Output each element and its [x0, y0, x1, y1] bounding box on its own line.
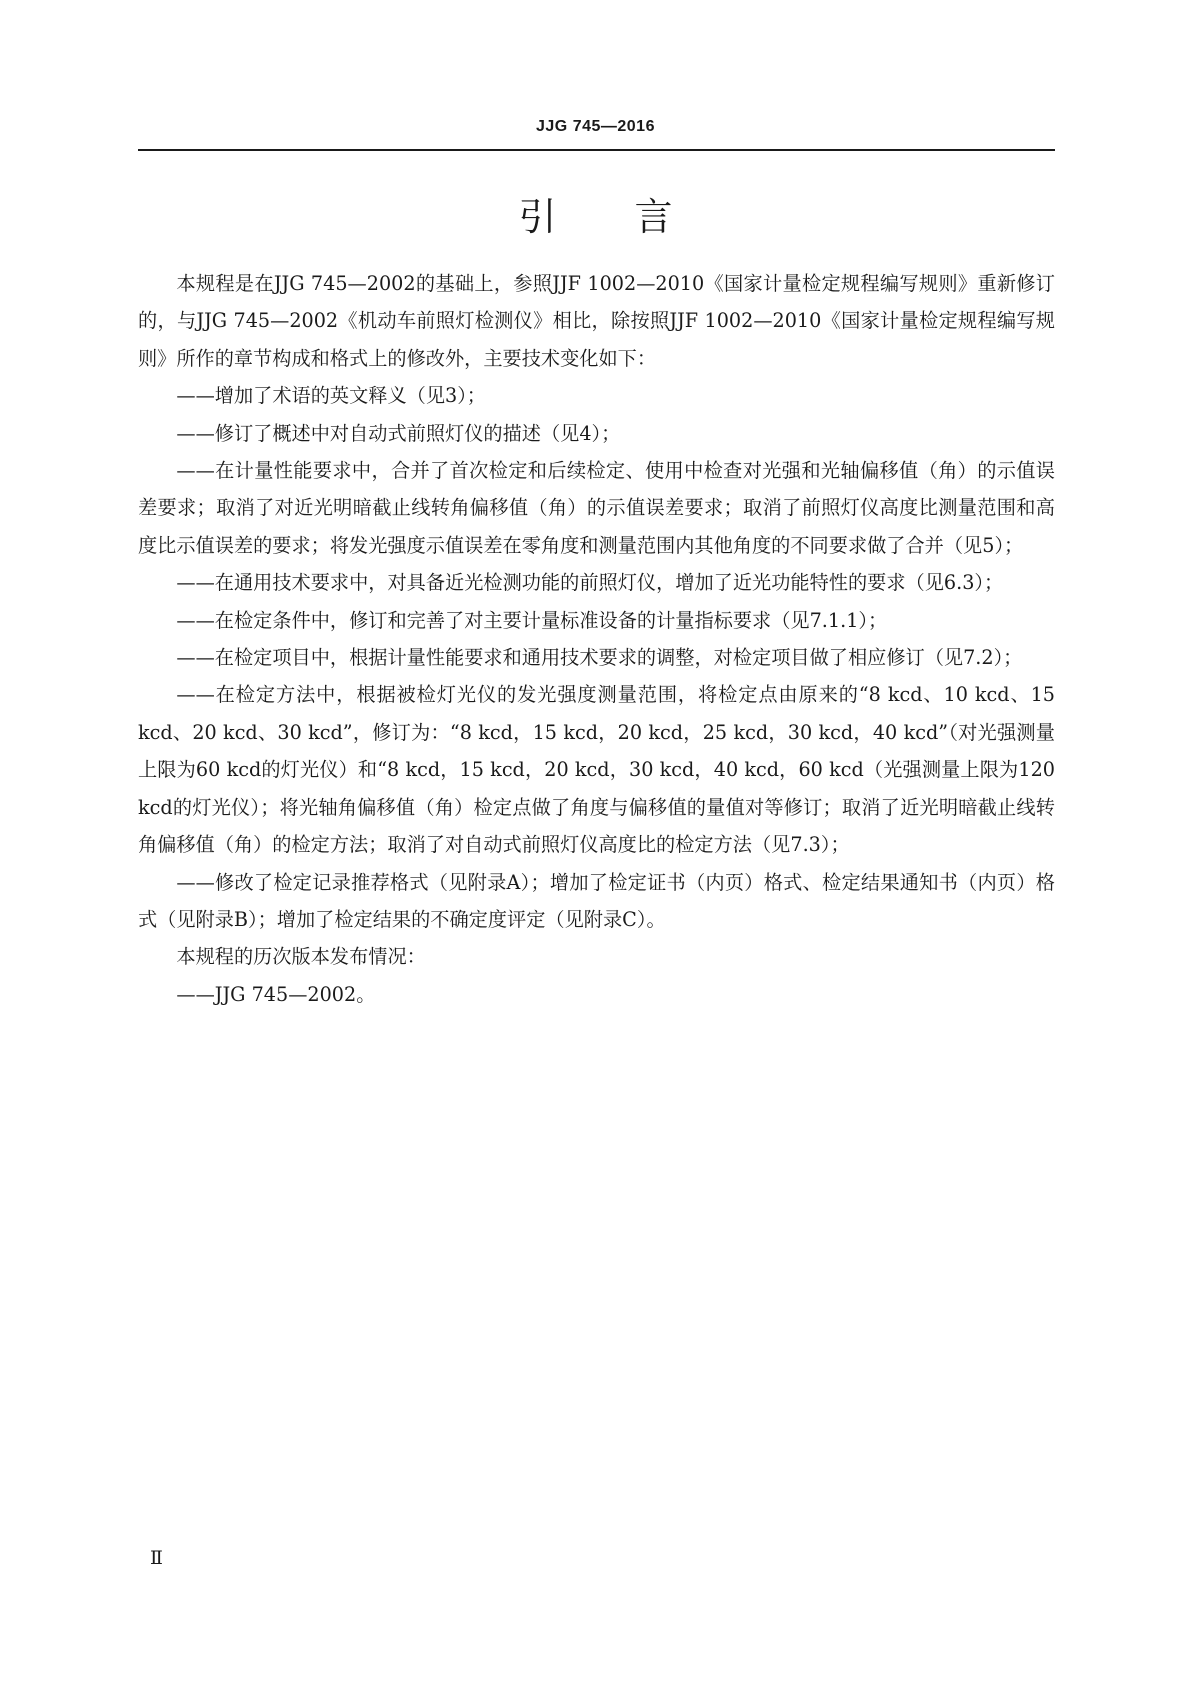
running-header: JJG 745—2016	[536, 118, 655, 135]
change-item: ——在检定项目中，根据计量性能要求和通用技术要求的调整，对检定项目做了相应修订（见7.2）；	[176, 646, 1023, 670]
header-rule	[138, 149, 1055, 151]
version-history-item: ——JJG 745—2002。	[176, 982, 376, 1006]
page-number: Ⅱ	[150, 1547, 163, 1569]
change-item: ——在通用技术要求中，对具备近光检测功能的前照灯仪，增加了近光功能特性的要求（见6.3）；	[176, 571, 1004, 595]
title-char-2: 言	[634, 195, 673, 239]
change-item: ——在检定条件中，修订和完善了对主要计量标准设备的计量指标要求（见7.1.1）；	[176, 608, 888, 632]
title-char-1: 引	[518, 195, 557, 239]
change-item: ——在计量性能要求中，合并了首次检定和后续检定、使用中检查对光强和光轴偏移值（角）的示值误差要求；取消了对近光明暗截止线转角偏移值（角）的示值误差要求；取消了前照灯仪高度比测量范围和高度比示值误差的要求；将发光强度示值误差在零角度和测量范围内其他角度的不同要求做了合并（见5）；	[138, 459, 1055, 557]
document-body	[138, 265, 1055, 1013]
change-item: ——修订了概述中对自动式前照灯仪的描述（见4）；	[176, 421, 621, 445]
change-item: ——在检定方法中，根据被检灯光仪的发光强度测量范围，将检定点由原来的“8 kcd、10 kcd、15 kcd、20 kcd、30 kcd”，修订为：“8 kcd，15 kcd，20 kcd，25 kcd，30 kcd，40 kcd”（对光强测量上限为60 kcd的灯光仪）和“8 kcd，15 kcd，20 kcd，30 kcd，40 kcd，60 kcd（光强测量上限为120 kcd的灯光仪）；将光轴角偏移值（角）检定点做了角度与偏移值的量值对等修订；取消了近光明暗截止线转角偏移值（角）的检定方法；取消了对自动式前照灯仪高度比的检定方法（见7.3）；	[138, 683, 1055, 857]
version-history-heading: 本规程的历次版本发布情况：	[176, 945, 426, 969]
change-item: ——修改了检定记录推荐格式（见附录A）；增加了检定证书（内页）格式、检定结果通知书（内页）格式（见附录B）；增加了检定结果的不确定度评定（见附录C）。	[138, 870, 1055, 931]
paragraph-intro: 本规程是在JJG 745—2002的基础上，参照JJF 1002—2010《国家计量检定规程编写规则》重新修订的，与JJG 745—2002《机动车前照灯检测仪》相比，除按照JJF 1002—2010《国家计量检定规程编写规则》所作的章节构成和格式上的修改外，主要技术变化如下：	[138, 272, 1055, 370]
page-title	[0, 194, 1191, 240]
change-item: ——增加了术语的英文释义（见3）；	[176, 384, 486, 408]
